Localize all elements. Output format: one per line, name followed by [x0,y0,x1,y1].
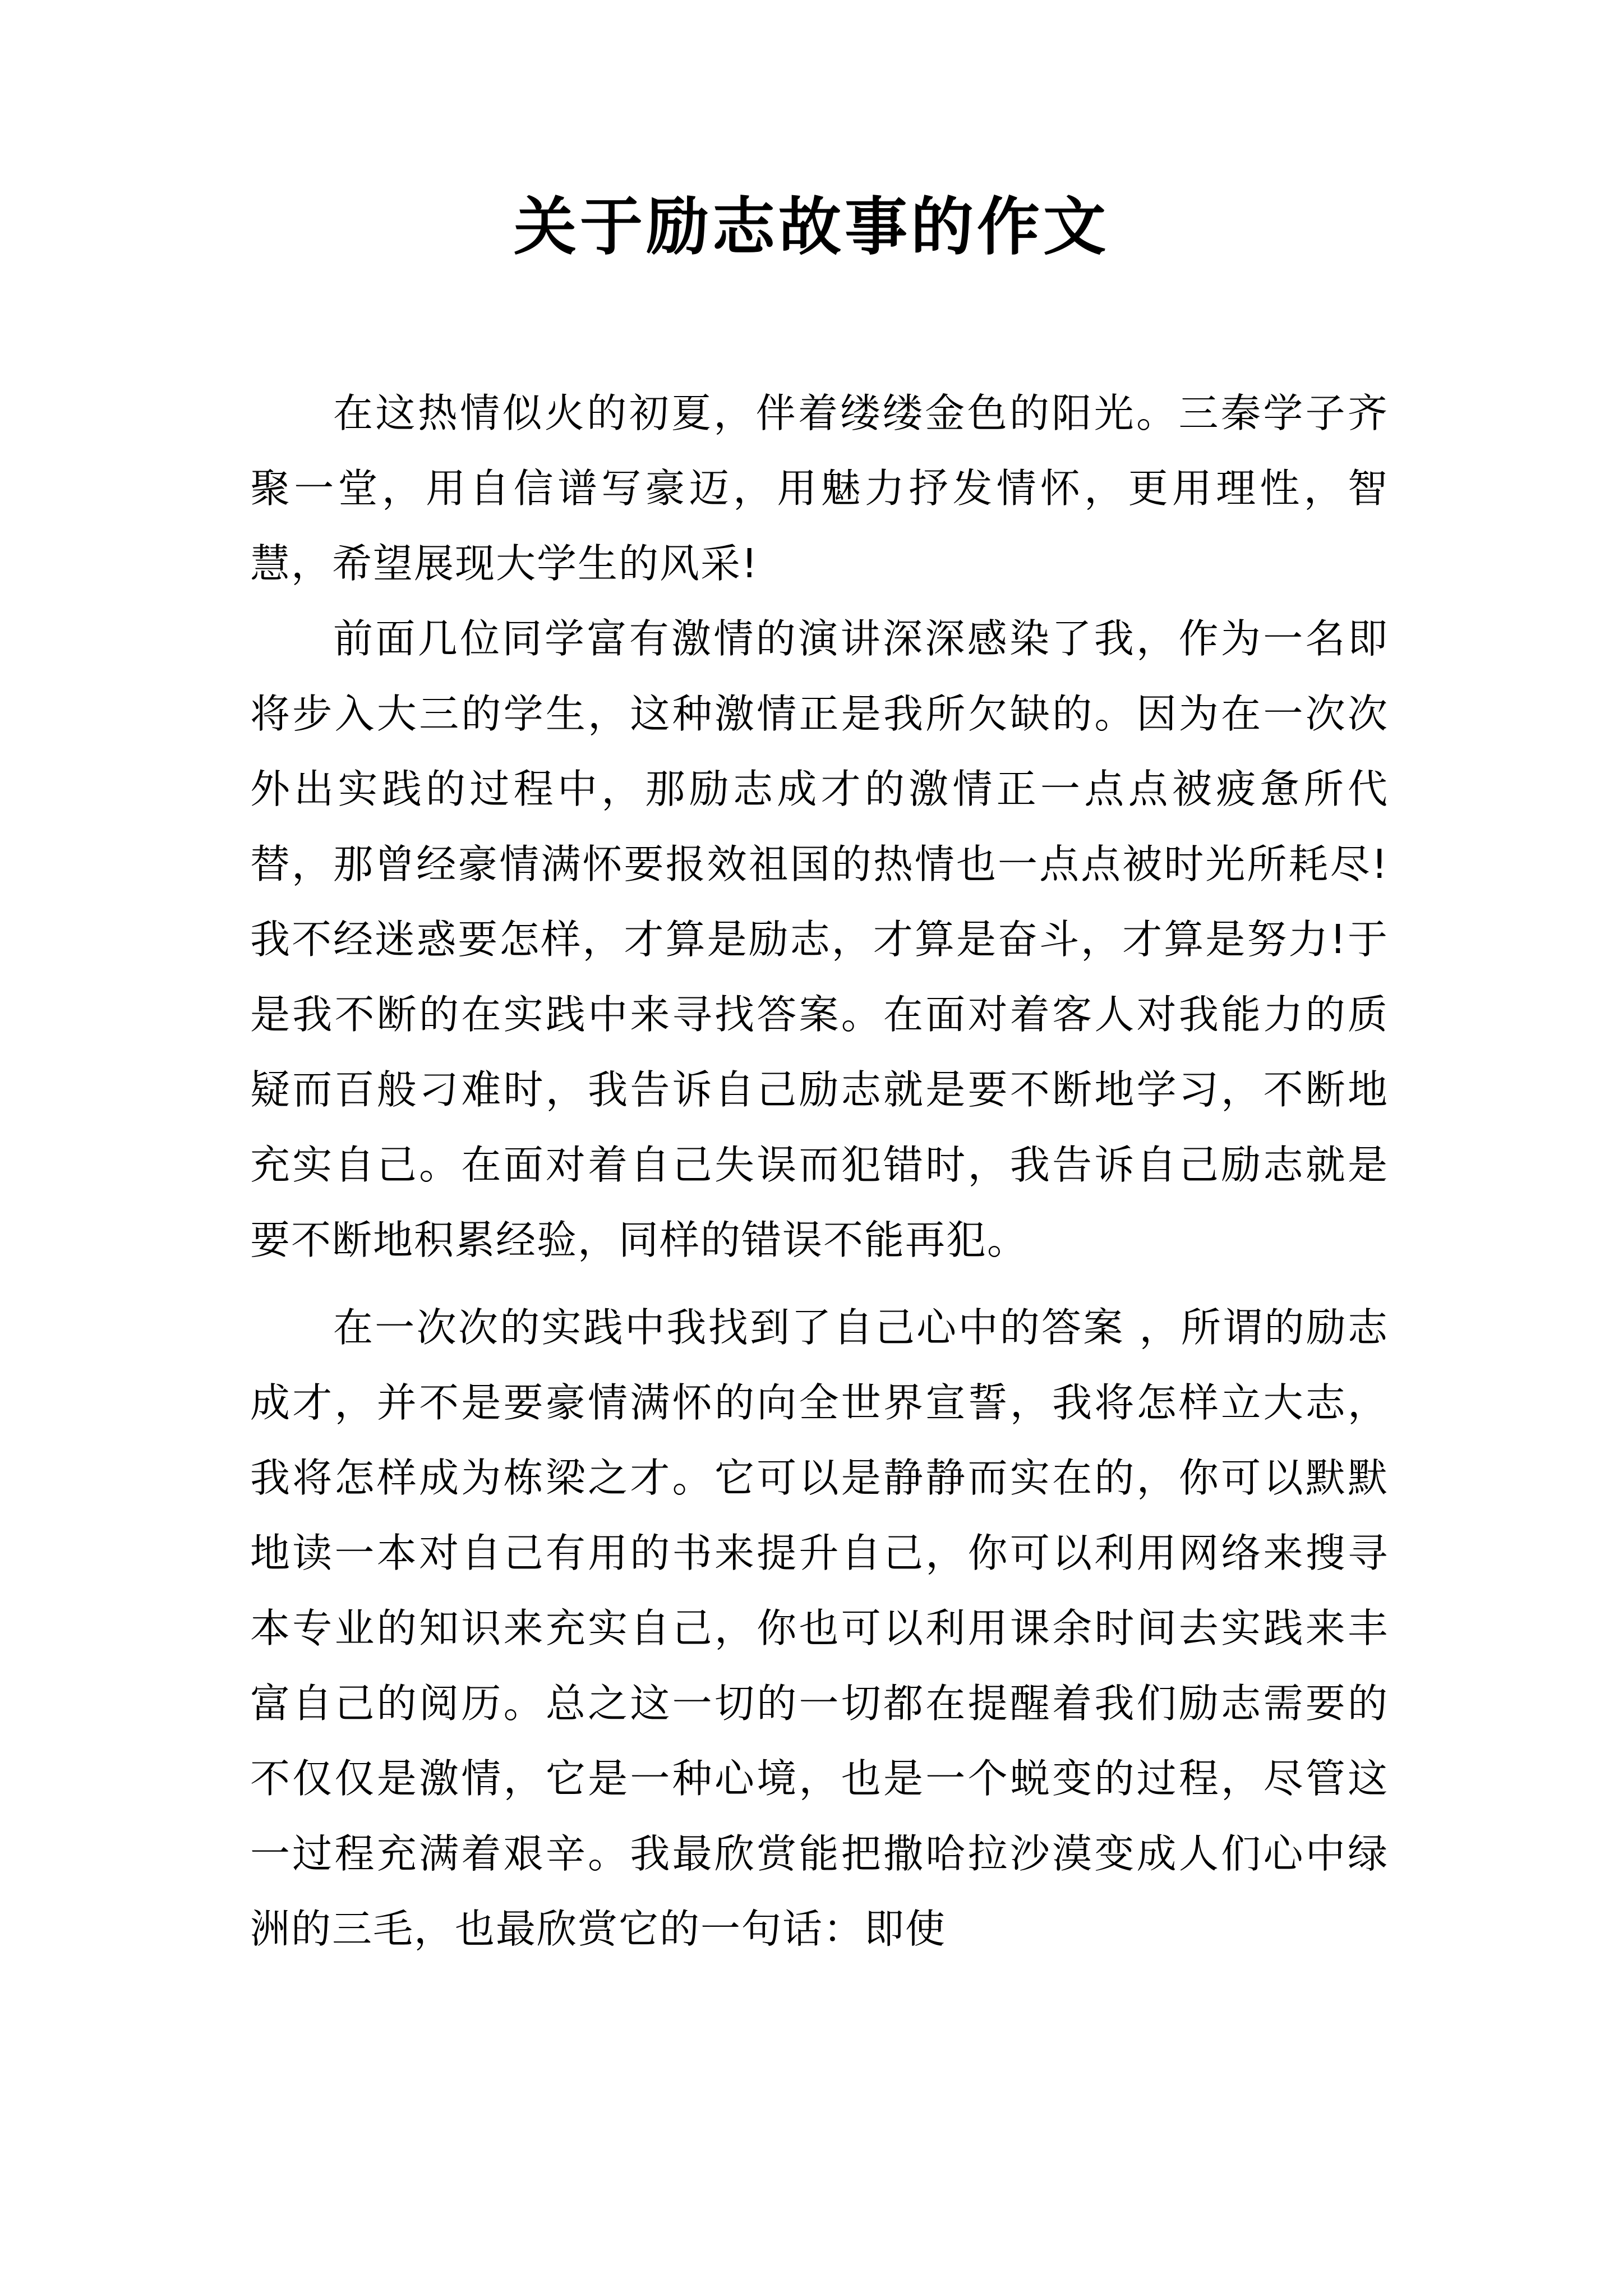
paragraph: 在这热情似火的初夏，伴着缕缕金色的阳光。三秦学子齐聚一堂，用自信谱写豪迈，用魅力抒发情怀，更用理性，智慧，希望展现大学生的风采! [250,390,1389,587]
paragraph: 在一次次的实践中我找到了自己心中的答案 ，所谓的励志成才，并不是要豪情满怀的向全世界宣誓，我将怎样立大志，我将怎样成为栋梁之才。它可以是静静而实在的，你可以默默地读一本对自己有用的书来提升自己，你可以利用网络来搜寻本专业的知识来充实自己，你也可以利用课余时间去实践来丰富自己的阅历。总之这一切的一切都在提醒着我们励志需要的不仅仅是激情，它是一种心境，也是一个蜕变的过程，尽管这一过程充满着艰辛。我最欣赏能把撒哈拉沙漠变成人们心中绿洲的三毛，也最欣赏它的一句话：即使 [250,1304,1389,1952]
document-title: 关于励志故事的作文 [514,190,1109,264]
document-body [250,376,1389,1967]
paragraph: 前面几位同学富有激情的演讲深深感染了我，作为一名即将步入大三的学生，这种激情正是我所欠缺的。因为在一次次外出实践的过程中，那励志成才的激情正一点点被疲惫所代替，那曾经豪情满怀要报效祖国的热情也一点点被时光所耗尽!我不经迷惑要怎样，才算是励志，才算是奋斗，才算是努力!于是我不断的在实践中来寻找答案。在面对着客人对我能力的质疑而百般刁难时，我告诉自己励志就是要不断地学习，不断地充实自己。在面对着自己失误而犯错时，我告诉自己励志就是要不断地积累经验，同样的错误不能再犯。 [250,615,1389,1263]
